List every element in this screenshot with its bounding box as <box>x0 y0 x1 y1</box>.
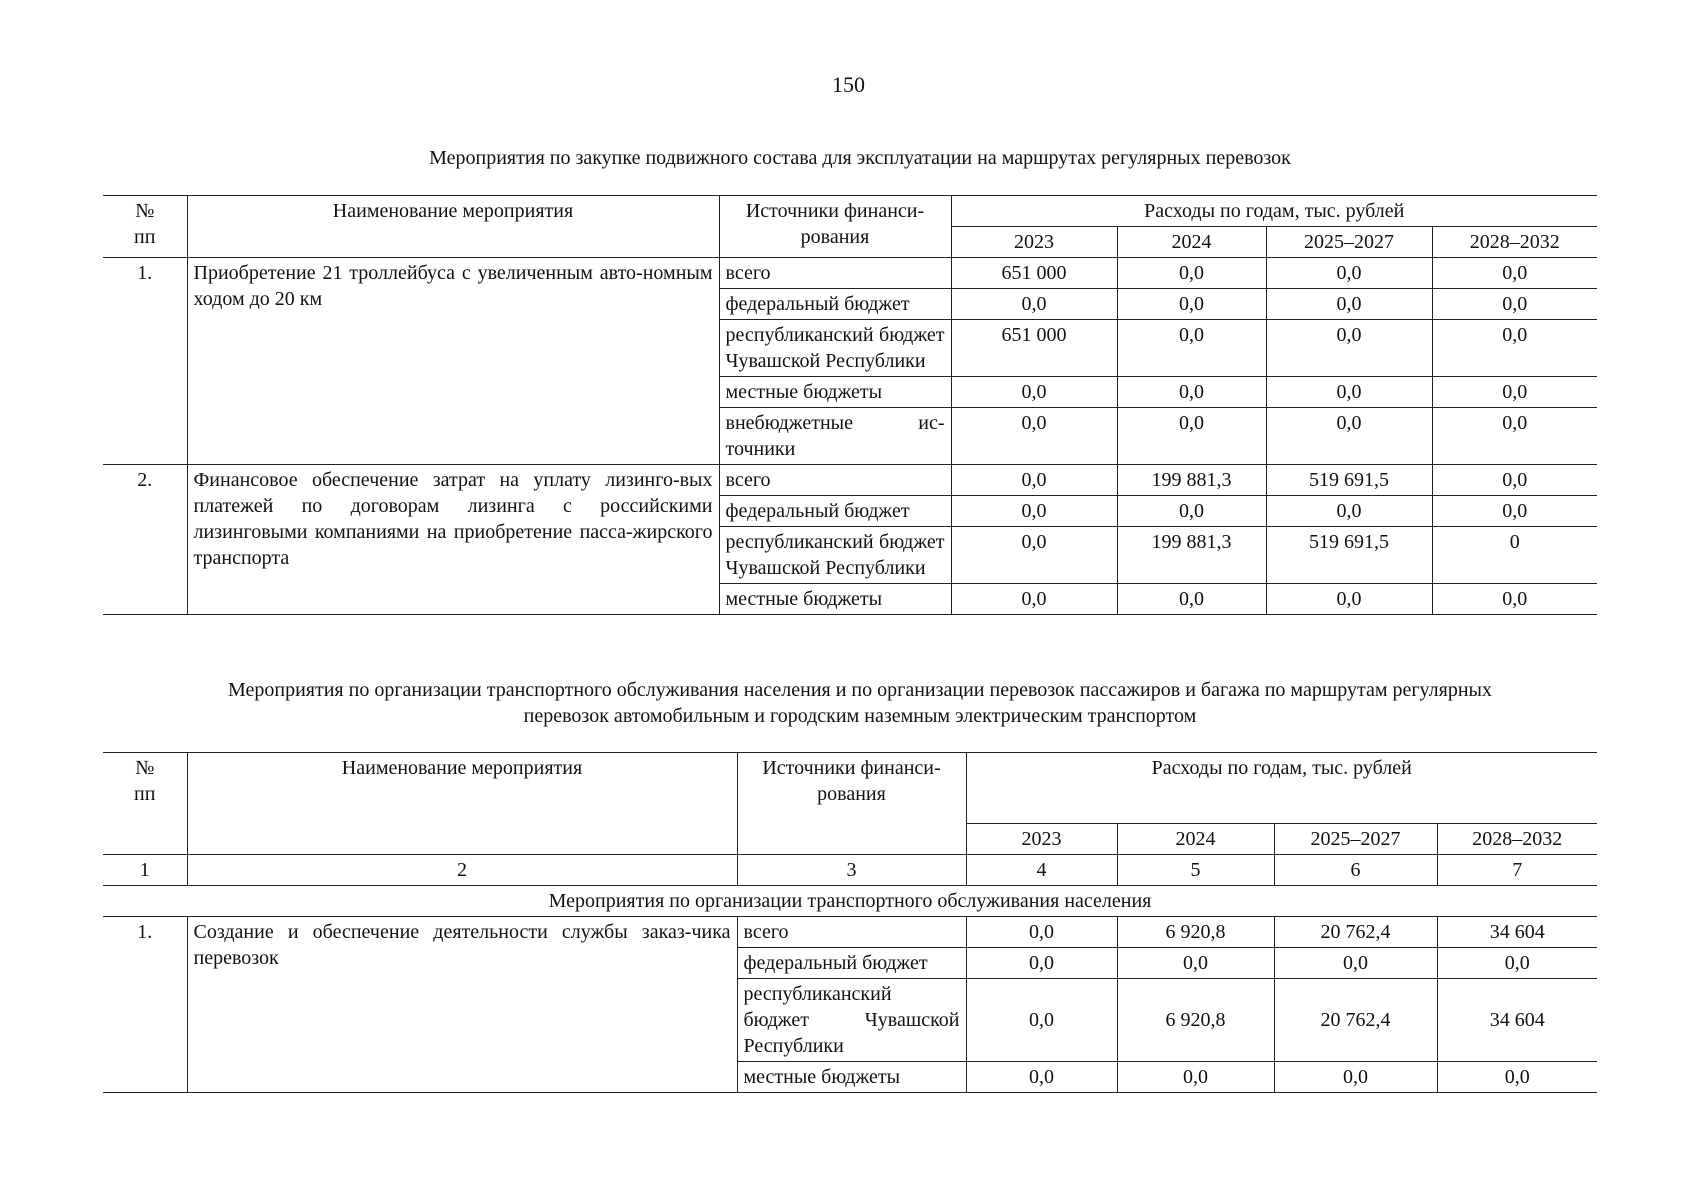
column-number: 4 <box>966 855 1117 886</box>
source-cell: местные бюджеты <box>719 377 951 408</box>
value-cell: 0,0 <box>1117 408 1266 465</box>
source-cell: республиканский бюджет Чувашской Республики <box>737 979 966 1062</box>
value-cell: 0,0 <box>1266 496 1432 527</box>
value-cell: 0,0 <box>966 917 1117 948</box>
value-cell: 0,0 <box>951 289 1117 320</box>
source-cell: федеральный бюджет <box>737 948 966 979</box>
value-cell: 0,0 <box>1432 465 1597 496</box>
value-cell: 0,0 <box>1266 377 1432 408</box>
value-cell: 0,0 <box>1432 289 1597 320</box>
header-row <box>103 753 1597 824</box>
column-number: 7 <box>1437 855 1597 886</box>
section2-title-line2: перевозок автомобильным и городским наземным электрическим транспортом <box>523 705 1197 727</box>
value-cell: 0,0 <box>951 496 1117 527</box>
value-cell: 34 604 <box>1437 917 1597 948</box>
value-cell: 0,0 <box>951 377 1117 408</box>
value-cell: 0,0 <box>1274 1062 1437 1093</box>
value-cell: 0,0 <box>1266 289 1432 320</box>
source-cell: всего <box>719 258 951 289</box>
value-cell: 0,0 <box>1117 584 1266 615</box>
value-cell: 0,0 <box>1117 320 1266 377</box>
section1-title: Мероприятия по закупке подвижного состава для эксплуатации на маршрутах регулярных перевозок <box>429 147 1291 169</box>
value-cell: 199 881,3 <box>1117 465 1266 496</box>
value-cell: 0,0 <box>951 584 1117 615</box>
source-cell: местные бюджеты <box>737 1062 966 1093</box>
item-name: Создание и обеспечение деятельности службы заказ-чика перевозок <box>187 917 737 1093</box>
value-cell: 0,0 <box>1437 948 1597 979</box>
header-name: Наименование мероприятия <box>187 196 719 258</box>
value-cell: 0,0 <box>1432 496 1597 527</box>
header-year: 2024 <box>1117 824 1274 855</box>
value-cell: 6 920,8 <box>1117 917 1274 948</box>
value-cell: 0,0 <box>1117 289 1266 320</box>
value-cell: 0,0 <box>1266 584 1432 615</box>
value-cell: 20 762,4 <box>1274 979 1437 1062</box>
value-cell: 519 691,5 <box>1266 465 1432 496</box>
value-cell: 0,0 <box>966 1062 1117 1093</box>
group-title: Мероприятия по организации транспортного обслуживания населения <box>103 886 1597 917</box>
item-num: 2. <box>103 465 187 615</box>
value-cell: 0,0 <box>1117 1062 1274 1093</box>
value-cell: 6 920,8 <box>1117 979 1274 1062</box>
value-cell: 0,0 <box>1117 496 1266 527</box>
value-cell: 0,0 <box>951 527 1117 584</box>
source-cell: всего <box>719 465 951 496</box>
header-num <box>103 753 187 855</box>
item-num: 1. <box>103 917 187 1093</box>
header-year: 2025–2027 <box>1266 227 1432 258</box>
table-row <box>103 465 1597 496</box>
value-cell: 519 691,5 <box>1266 527 1432 584</box>
column-number: 6 <box>1274 855 1437 886</box>
header-expenses: Расходы по годам, тыс. рублей <box>966 753 1597 824</box>
value-cell: 0,0 <box>1274 948 1437 979</box>
header-year: 2028–2032 <box>1437 824 1597 855</box>
table-row <box>103 258 1597 289</box>
header-year: 2024 <box>1117 227 1266 258</box>
source-cell: республиканский бюджет Чувашской Республики <box>719 320 951 377</box>
section2-title-line1: Мероприятия по организации транспортного обслуживания населения и по организации перевозок пассажиров и багажа по маршрутам регулярных <box>227 679 1492 701</box>
column-number: 2 <box>187 855 737 886</box>
value-cell: 0,0 <box>1432 584 1597 615</box>
header-year: 2028–2032 <box>1432 227 1597 258</box>
procurement-table <box>103 195 1597 615</box>
source-cell: федеральный бюджет <box>719 289 951 320</box>
transport-service-table <box>103 752 1597 1093</box>
value-cell: 0,0 <box>1437 1062 1597 1093</box>
value-cell: 0,0 <box>1117 258 1266 289</box>
table-row <box>103 917 1597 948</box>
item-num: 1. <box>103 258 187 465</box>
value-cell: 0,0 <box>1432 377 1597 408</box>
header-num <box>103 196 187 258</box>
value-cell: 0,0 <box>1432 408 1597 465</box>
header-year: 2025–2027 <box>1274 824 1437 855</box>
group-title-row <box>103 886 1597 917</box>
header-num-text2: пп <box>134 226 156 248</box>
header-num-text2: пп <box>134 783 156 805</box>
value-cell: 34 604 <box>1437 979 1597 1062</box>
source-cell: федеральный бюджет <box>719 496 951 527</box>
item-name: Приобретение 21 троллейбуса с увеличенным авто-номным ходом до 20 км <box>187 258 719 465</box>
header-source: Источники финанси-рования <box>737 753 966 855</box>
header-year: 2023 <box>951 227 1117 258</box>
value-cell: 0,0 <box>1117 948 1274 979</box>
source-cell: местные бюджеты <box>719 584 951 615</box>
page-number: 150 <box>832 72 865 97</box>
value-cell: 20 762,4 <box>1274 917 1437 948</box>
value-cell: 0,0 <box>966 979 1117 1062</box>
header-year: 2023 <box>966 824 1117 855</box>
header-row <box>103 196 1597 227</box>
column-number: 3 <box>737 855 966 886</box>
value-cell: 0,0 <box>1266 320 1432 377</box>
value-cell: 0,0 <box>1266 258 1432 289</box>
value-cell: 0,0 <box>1117 377 1266 408</box>
value-cell: 651 000 <box>951 320 1117 377</box>
header-num-text: № <box>135 200 155 222</box>
source-cell: всего <box>737 917 966 948</box>
column-numbers-row <box>103 855 1597 886</box>
value-cell: 0,0 <box>951 465 1117 496</box>
value-cell: 199 881,3 <box>1117 527 1266 584</box>
header-name: Наименование мероприятия <box>187 753 737 855</box>
value-cell: 651 000 <box>951 258 1117 289</box>
source-cell: республиканский бюджет Чувашской Республики <box>719 527 951 584</box>
value-cell: 0 <box>1432 527 1597 584</box>
header-expenses: Расходы по годам, тыс. рублей <box>951 196 1597 227</box>
header-num-text: № <box>135 757 155 779</box>
section2-title <box>130 677 1590 729</box>
value-cell: 0,0 <box>951 408 1117 465</box>
column-number: 5 <box>1117 855 1274 886</box>
header-source: Источники финанси-рования <box>719 196 951 258</box>
item-name: Финансовое обеспечение затрат на уплату лизинго-вых платежей по договорам лизинга с российскими лизинговыми компаниями на приобретение пасса-жирского транспорта <box>187 465 719 615</box>
column-number: 1 <box>103 855 187 886</box>
source-cell: внебюджетные ис-точники <box>719 408 951 465</box>
value-cell: 0,0 <box>1432 320 1597 377</box>
value-cell: 0,0 <box>1266 408 1432 465</box>
value-cell: 0,0 <box>966 948 1117 979</box>
value-cell: 0,0 <box>1432 258 1597 289</box>
